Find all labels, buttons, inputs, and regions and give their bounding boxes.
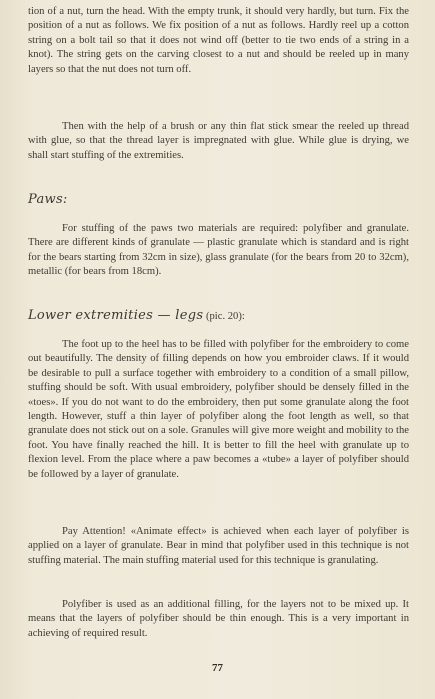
paragraph-polyfiber: Polyfiber is used as an additional filling, for the layers not to be mixed up. It means that the layers of polyfiber should be thin enough. This is a very important in achieving of required result. <box>28 599 409 639</box>
paragraph-pay-attention: Pay Attention! «Animate effect» is achieved when each layer of polyfiber is applied on a layer of granulate. Bear in mind that polyfiber used in this technique is not stuffing material. The main stuffing material used for this technique is granulating. <box>28 526 409 566</box>
heading-paws-text: Paws: <box>28 192 68 207</box>
heading-lower-extremities-ref: (pic. 20): <box>205 311 245 322</box>
paragraph-nut-fixing: tion of a nut, turn the head. With the empty trunk, it should very hardly, but turn. Fix the position of a nut as follows. We fix position of a nut as follows. Hardly reel up a cotton string on a bolt tail so that it does not wind off (better to tie two ends of a string in a knot). The string gets on the carving closest to a nut and should be reeled up in many layers so that the nut does not turn off. <box>28 6 409 75</box>
heading-lower-extremities <box>28 309 409 324</box>
heading-lower-extremities-text: Lower extremities — legs <box>28 308 204 323</box>
paragraph-glue: Then with the help of a brush or any thin flat stick smear the reeled up thread with glue, so that the thread layer is impregnated with glue. While glue is drying, we shall start stuffing of the extremities. <box>28 121 409 161</box>
paragraph-foot-filling: The foot up to the heel has to be filled with polyfiber for the embroidery to come out beautifully. The density of filling depends on how you embroider claws. If it would be desirable to pull a surface together with embroidery to a condition of a small pillow, stuffing should be soft. With usual embroidery, polyfiber should be densely filled in the «toes». If you do not want to do the embroidery, then put some granulate along the foot length. However, stuff a thin layer of polyfiber along the foot length as well, so that granulate does not stick out on a sole. Granules will give more weight and mobility to the foot. You have finally reached the hill. It is better to fill the heel with granulate up to flexion level. From the place where a paw becomes a «tube» a layer of polyfiber should be followed by a layer of granulate. <box>28 339 409 480</box>
heading-paws <box>28 193 409 208</box>
paragraph-paws-materials: For stuffing of the paws two materials are required: polyfiber and granulate. There are different kinds of granulate — plastic granulate which is standard and is right for the bears starting from 32cm in size), glass granulate (for the bears from 20 to 32cm), metallic (for bears from 18cm). <box>28 223 409 278</box>
page-number: 77 <box>212 662 223 674</box>
